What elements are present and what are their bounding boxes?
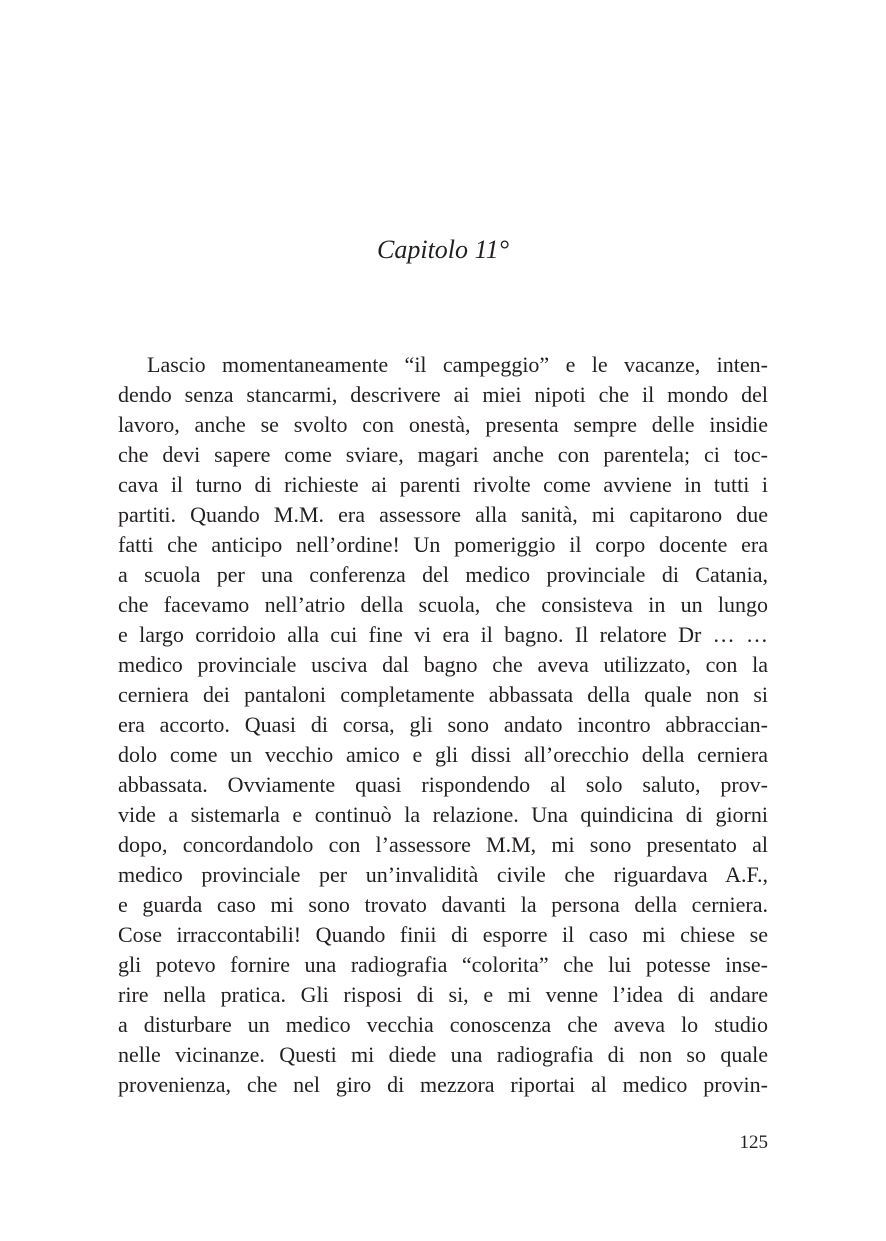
text-line: Cose irraccontabili! Quando finii di esporre il caso mi chiese se <box>118 922 768 947</box>
body-paragraph <box>118 350 768 1100</box>
text-line: medico provinciale usciva dal bagno che aveva utilizzato, con la <box>118 652 768 677</box>
text-line: fatti che anticipo nell’ordine! Un pomeriggio il corpo docente era <box>118 532 768 557</box>
page-number: 125 <box>739 1132 768 1153</box>
chapter-title: Capitolo 11° <box>377 235 509 264</box>
text-line: provenienza, che nel giro di mezzora riportai al medico provin- <box>118 1072 768 1097</box>
text-line: e guarda caso mi sono trovato davanti la persona della cerniera. <box>118 892 768 917</box>
text-line: lavoro, anche se svolto con onestà, presenta sempre delle insidie <box>118 412 768 437</box>
text-line: dopo, concordandolo con l’assessore M.M, mi sono presentato al <box>118 832 768 857</box>
text-line: cerniera dei pantaloni completamente abbassata della quale non si <box>118 682 768 707</box>
text-line: che facevamo nell’atrio della scuola, che consisteva in un lungo <box>118 592 768 617</box>
text-line: medico provinciale per un’invalidità civile che riguardava A.F., <box>118 862 768 887</box>
text-line: gli potevo fornire una radiografia “colorita” che lui potesse inse- <box>118 952 768 977</box>
text-line: nelle vicinanze. Questi mi diede una radiografia di non so quale <box>118 1042 768 1067</box>
text-line: partiti. Quando M.M. era assessore alla sanità, mi capitarono due <box>118 502 768 527</box>
text-line: Lascio momentaneamente “il campeggio” e le vacanze, inten- <box>147 352 768 377</box>
text-line: rire nella pratica. Gli risposi di si, e mi venne l’idea di andare <box>118 982 768 1007</box>
text-line: e largo corridoio alla cui fine vi era il bagno. Il relatore Dr … … <box>118 622 768 647</box>
text-line: a disturbare un medico vecchia conoscenza che aveva lo studio <box>118 1012 768 1037</box>
text-line: dolo come un vecchio amico e gli dissi all’orecchio della cerniera <box>118 742 768 767</box>
text-line: dendo senza stancarmi, descrivere ai miei nipoti che il mondo del <box>118 382 768 407</box>
text-line: era accorto. Quasi di corsa, gli sono andato incontro abbraccian- <box>118 712 768 737</box>
text-line: vide a sistemarla e continuò la relazione. Una quindicina di giorni <box>118 802 768 827</box>
text-line: abbassata. Ovviamente quasi rispondendo al solo saluto, prov- <box>118 772 768 797</box>
text-line: a scuola per una conferenza del medico provinciale di Catania, <box>118 562 768 587</box>
text-line: che devi sapere come sviare, magari anche con parentela; ci toc- <box>118 442 768 467</box>
text-line: cava il turno di richieste ai parenti rivolte come avviene in tutti i <box>118 472 768 497</box>
